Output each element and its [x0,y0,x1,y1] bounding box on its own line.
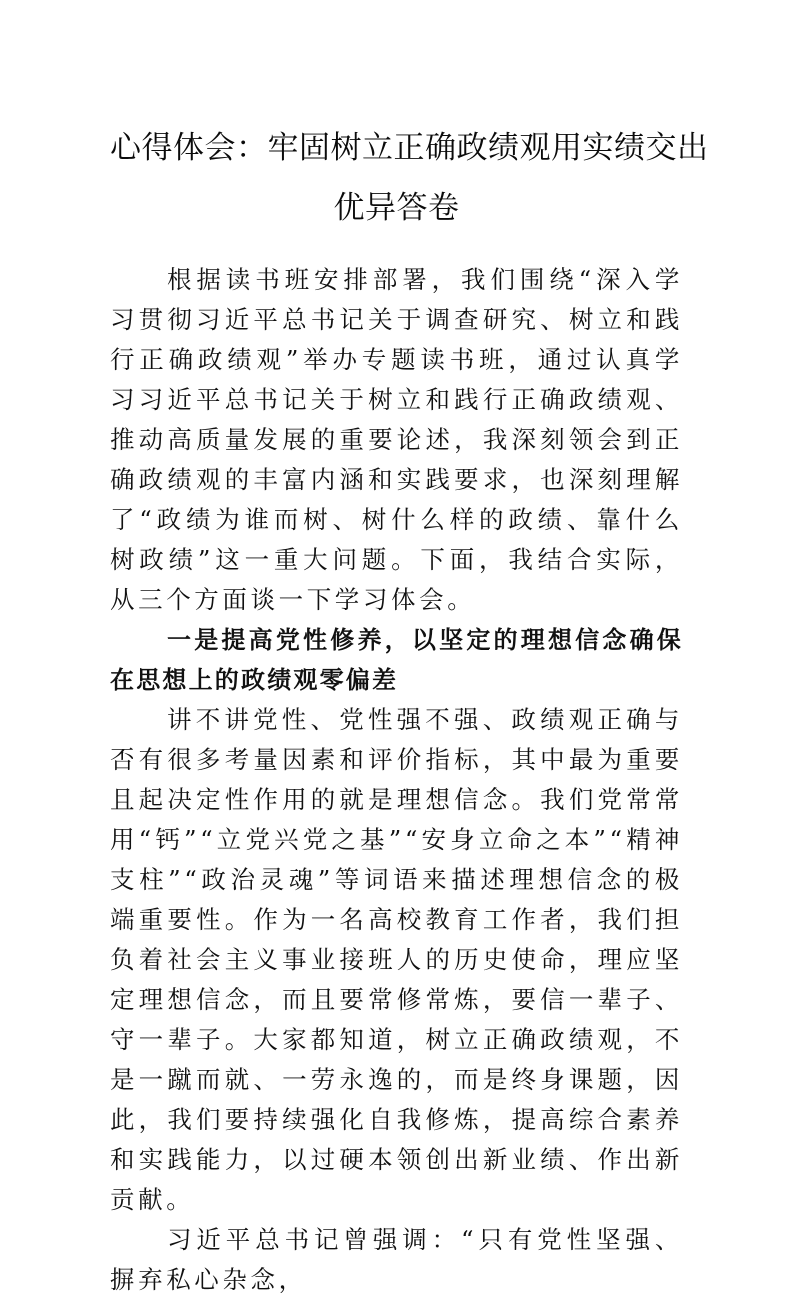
page-title-line-2: 优异答卷 [333,190,460,226]
paragraph-intro: 根据读书班安排部署，我们围绕“深入学习贯彻习近平总书记关于调查研究、树立和践行正确政绩观”举办专题读书班，通过认真学习习近平总书记关于树立和践行正确政绩观、推动高质量发展的重要论述，我深刻领会到正确政绩观的丰富内涵和实践要求，也深刻理解了“政绩为谁而树、树什么样的政绩、靠什么树政绩”这一重大问题。下面，我结合实际，从三个方面谈一下学习体会。 [110,265,683,614]
paragraph-section-1-body: 讲不讲党性、党性强不强、政绩观正确与否有很多考量因素和评价指标，其中最为重要且起决定性作用的就是理想信念。我们党常常用“钙”“立党兴党之基”“安身立命之本”“精神支柱”“政治灵魂”等词语来描述理想信念的极端重要性。作为一名高校教育工作者，我们担负着社会主义事业接班人的历史使命，理应坚定理想信念，而且要常修常炼，要信一辈子、守一辈子。大家都知道，树立正确政绩观，不是一蹴而就、一劳永逸的，而是终身课题，因此，我们要持续强化自我修炼，提高综合素养和实践能力，以过硬本领创出新业绩、作出新贡献。 [110,705,683,1214]
section-heading-1: 一是提高党性修养，以坚定的理想信念确保在思想上的政绩观零偏差 [110,626,683,694]
document-body [110,118,709,1300]
paragraph-section-1-quote: 习近平总书记曾强调：“只有党性坚强、摒弃私心杂念， [110,1225,683,1294]
page-title [110,118,709,238]
page-title-line-1: 心得体会：牢固树立正确政绩观用实绩交出 [110,130,709,166]
